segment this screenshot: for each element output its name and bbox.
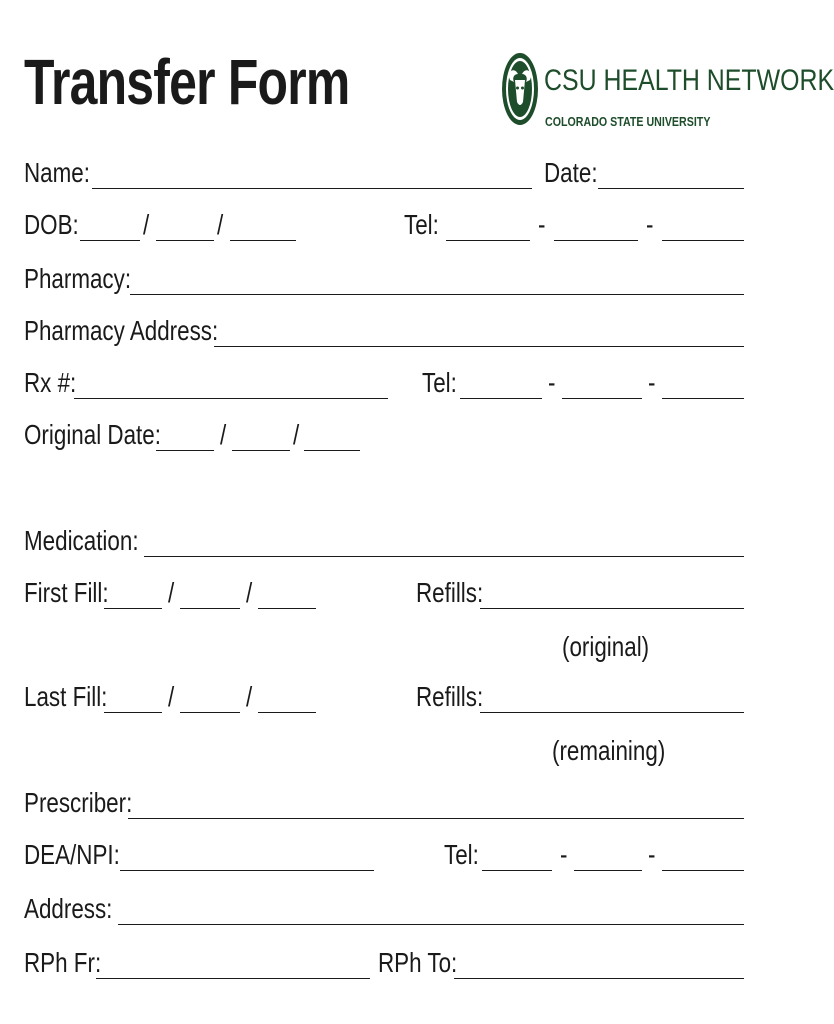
pharmacy-address-label: Pharmacy Address: [24,315,219,346]
name-label: Name: [24,157,90,188]
prescriber-tel-area-field[interactable] [482,870,552,871]
dob-slash-1: / [143,209,150,240]
rx-number-field[interactable] [74,398,388,399]
prescriber-label: Prescriber: [24,787,133,818]
dob-day-field[interactable] [156,240,214,241]
rx-number-label: Rx #: [24,367,77,398]
first-fill-month-field[interactable] [104,608,162,609]
dea-npi-label: DEA/NPI: [24,839,120,870]
logo-university-name: COLORADO STATE UNIVERSITY [545,114,711,129]
patient-tel-dash-2: - [646,209,654,240]
dob-slash-2: / [217,209,224,240]
prescriber-tel-label: Tel: [444,839,479,870]
last-fill-slash-2: / [246,681,253,712]
first-fill-slash-1: / [168,577,175,608]
remaining-refills-field[interactable] [480,712,744,713]
pharmacy-tel-dash-2: - [648,367,656,398]
pharmacy-tel-label: Tel: [422,367,457,398]
prescriber-tel-dash-1: - [560,839,568,870]
first-fill-label: First Fill: [24,577,109,608]
first-fill-slash-2: / [246,577,253,608]
page-title: Transfer Form [24,46,350,118]
prescriber-address-field[interactable] [118,924,744,925]
date-label: Date: [544,157,598,188]
patient-tel-label: Tel: [404,209,439,240]
patient-tel-prefix-field[interactable] [554,240,638,241]
date-field[interactable] [598,188,744,189]
last-fill-slash-1: / [168,681,175,712]
pharmacy-tel-line-field[interactable] [662,398,744,399]
original-refills-field[interactable] [480,608,744,609]
patient-tel-line-field[interactable] [662,240,744,241]
prescriber-field[interactable] [128,818,744,819]
prescriber-tel-line-field[interactable] [662,870,744,871]
rph-from-field[interactable] [96,978,370,979]
dob-month-field[interactable] [80,240,140,241]
original-refills-label: Refills: [416,577,484,608]
last-fill-label: Last Fill: [24,681,108,712]
last-fill-month-field[interactable] [104,712,162,713]
remaining-refills-note: (remaining) [552,735,666,766]
pharmacy-label: Pharmacy: [24,263,132,294]
last-fill-year-field[interactable] [258,712,316,713]
last-fill-day-field[interactable] [180,712,240,713]
prescriber-tel-dash-2: - [648,839,656,870]
rph-to-label: RPh To: [378,947,458,978]
medication-field[interactable] [144,556,744,557]
original-date-year-field[interactable] [304,450,360,451]
pharmacy-tel-dash-1: - [548,367,556,398]
dob-label: DOB: [24,209,79,240]
original-refills-note: (original) [562,631,650,662]
pharmacy-tel-prefix-field[interactable] [562,398,642,399]
patient-tel-dash-1: - [538,209,546,240]
original-date-label: Original Date: [24,419,161,450]
patient-tel-area-field[interactable] [446,240,530,241]
first-fill-day-field[interactable] [180,608,240,609]
original-date-day-field[interactable] [232,450,290,451]
dea-npi-field[interactable] [120,870,374,871]
first-fill-year-field[interactable] [258,608,316,609]
original-date-slash-2: / [293,419,300,450]
original-date-month-field[interactable] [156,450,214,451]
medication-label: Medication: [24,525,139,556]
csu-health-network-logo [500,48,834,132]
rph-to-field[interactable] [454,978,744,979]
logo-org-name: CSU HEALTH NETWORK [544,64,834,97]
ram-seal-icon [500,50,540,128]
prescriber-address-label: Address: [24,893,113,924]
name-field[interactable] [92,188,532,189]
original-date-slash-1: / [220,419,227,450]
pharmacy-address-field[interactable] [214,346,744,347]
remaining-refills-label: Refills: [416,681,484,712]
prescriber-tel-prefix-field[interactable] [574,870,642,871]
rph-from-label: RPh Fr: [24,947,102,978]
pharmacy-tel-area-field[interactable] [460,398,542,399]
dob-year-field[interactable] [230,240,296,241]
pharmacy-field[interactable] [130,294,744,295]
